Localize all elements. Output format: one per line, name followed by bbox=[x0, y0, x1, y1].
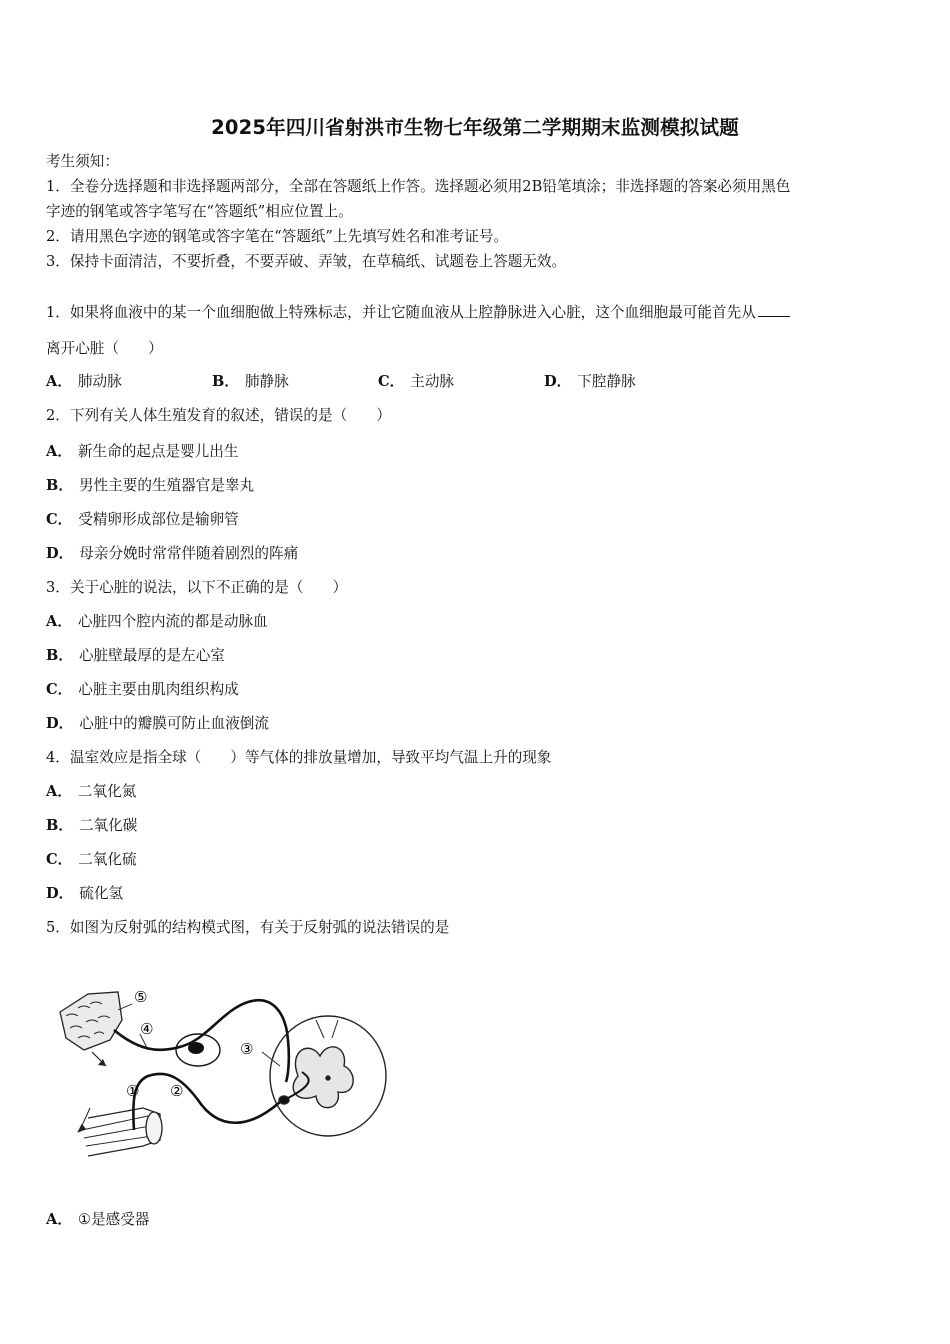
question-3-stem: 3．关于心脏的说法，以下不正确的是（ ） bbox=[46, 579, 348, 596]
answer-blank bbox=[758, 302, 790, 317]
label-1: ① bbox=[126, 1082, 140, 1100]
option-c: C． 主动脉 bbox=[378, 373, 455, 390]
option-d: D． 下腔静脉 bbox=[544, 373, 636, 390]
ganglion-body bbox=[188, 1042, 204, 1054]
label-3: ③ bbox=[240, 1040, 254, 1058]
option-a: A． 新生命的起点是婴儿出生 bbox=[46, 443, 239, 460]
question-1-stem-cont: 离开心脏（ ） bbox=[46, 340, 163, 357]
option-a: A． 心脏四个腔内流的都是动脉血 bbox=[46, 613, 268, 630]
notice-item: 3．保持卡面清洁，不要折叠，不要弄破、弄皱，在草稿纸、试题卷上答题无效。 bbox=[46, 253, 567, 270]
option-b: B． 肺静脉 bbox=[212, 373, 289, 390]
reflex-arc-figure bbox=[48, 980, 388, 1170]
option-b: B． 二氧化碳 bbox=[46, 817, 138, 834]
label-5: ⑤ bbox=[134, 988, 148, 1006]
notice-heading: 考生须知： bbox=[46, 153, 119, 170]
option-c: C． 二氧化硫 bbox=[46, 851, 137, 868]
question-2-stem: 2．下列有关人体生殖发育的叙述，错误的是（ ） bbox=[46, 407, 391, 424]
sensory-neuron bbox=[114, 1000, 289, 1082]
receptor-skin bbox=[60, 992, 122, 1050]
option-d: D． 硫化氢 bbox=[46, 885, 124, 902]
option-a: A． 肺动脉 bbox=[46, 373, 122, 390]
notice-item: 字迹的钢笔或答字笔写在“答题纸”相应位置上。 bbox=[46, 203, 353, 220]
option-c: C． 心脏主要由肌肉组织构成 bbox=[46, 681, 239, 698]
question-1-stem bbox=[46, 302, 790, 323]
notice-item: 2．请用黑色字迹的钢笔或答字笔在“答题纸”上先填写姓名和准考证号。 bbox=[46, 228, 509, 245]
notice-item: 1．全卷分选择题和非选择题两部分，全部在答题纸上作答。选择题必须用2B铅笔填涂；非选择题的答案必须用黑色 bbox=[46, 178, 791, 195]
option-b: B． 男性主要的生殖器官是睾丸 bbox=[46, 477, 255, 494]
effector-muscle bbox=[78, 1108, 162, 1156]
option-d: D． 母亲分娩时常常伴随着剧烈的阵痛 bbox=[46, 545, 299, 562]
option-c: C． 受精卵形成部位是输卵管 bbox=[46, 511, 239, 528]
label-4: ④ bbox=[140, 1020, 154, 1038]
label-2: ② bbox=[170, 1082, 184, 1100]
arrow-head-icon bbox=[98, 1059, 106, 1066]
option-d: D． 心脏中的瓣膜可防止血液倒流 bbox=[46, 715, 269, 732]
question-1-stem-text: 1．如果将血液中的某一个血细胞做上特殊标志，并让它随血液从上腔静脉进入心脏，这个血细胞最可能首先从 bbox=[46, 304, 756, 321]
option-a: A． ①是感受器 bbox=[46, 1211, 150, 1228]
option-a: A． 二氧化氮 bbox=[46, 783, 137, 800]
option-b: B． 心脏壁最厚的是左心室 bbox=[46, 647, 225, 664]
question-5-stem: 5．如图为反射弧的结构模式图，有关于反射弧的说法错误的是 bbox=[46, 919, 450, 936]
page-title: 2025年四川省射洪市生物七年级第二学期期末监测模拟试题 bbox=[211, 116, 739, 139]
question-4-stem: 4．温室效应是指全球（ ）等气体的排放量增加，导致平均气温上升的现象 bbox=[46, 749, 552, 766]
question-1-options bbox=[46, 372, 710, 392]
